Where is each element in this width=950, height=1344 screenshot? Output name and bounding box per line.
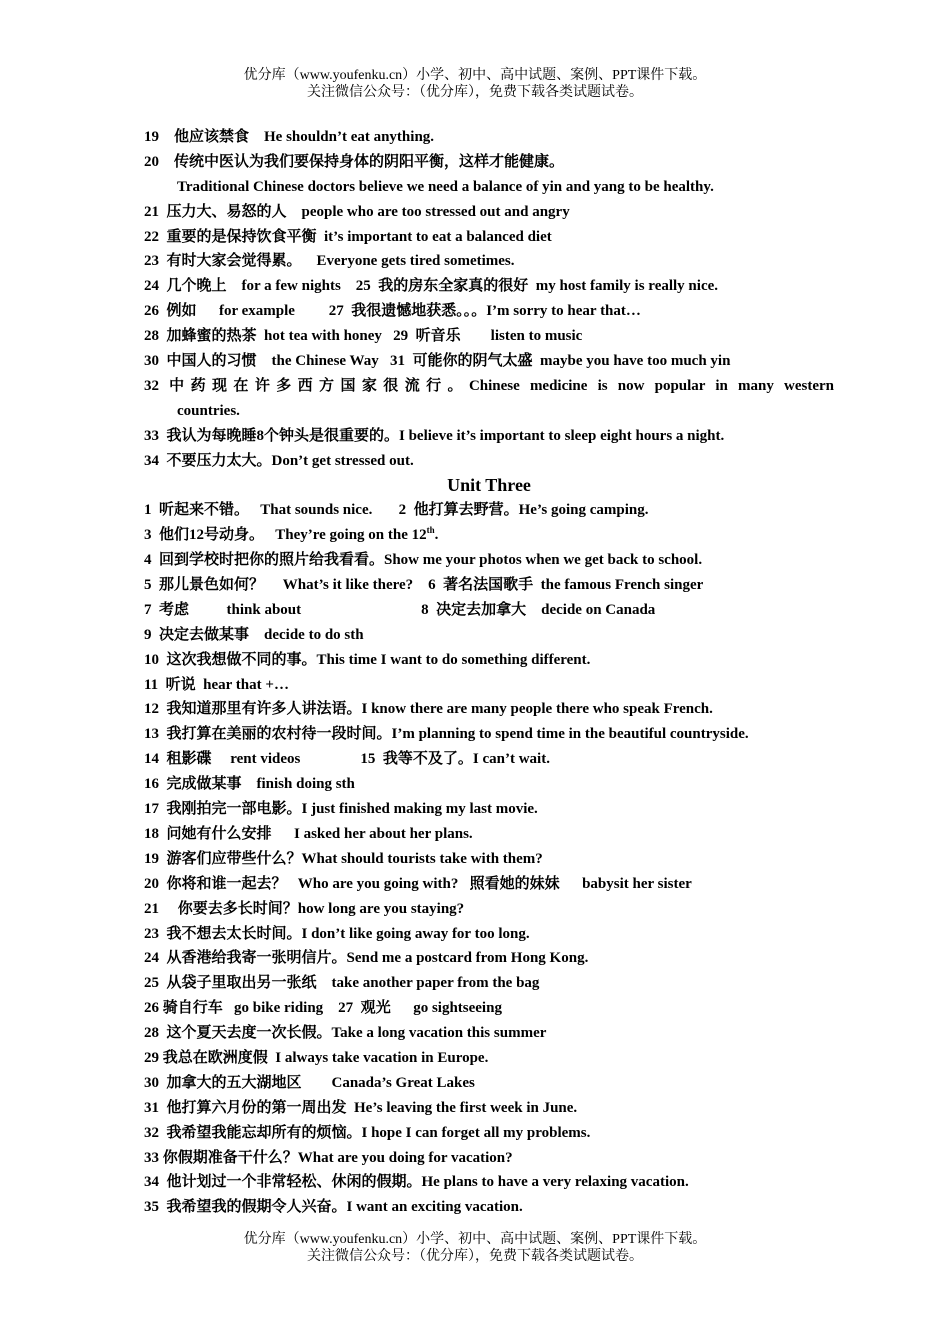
page-header <box>0 67 950 101</box>
list-item: 29 我总在欧洲度假 I always take vacation in Europe. <box>144 1049 489 1066</box>
list-item: 7 考虑 think about 8 决定去加拿大 decide on Canada <box>144 601 656 618</box>
header-line-1: 优分库（www.youfenku.cn）小学、初中、高中试题、案例、PPT课件下载。 <box>243 68 707 83</box>
list-item: 32 我希望我能忘却所有的烦恼。I hope I can forget all my problems. <box>144 1124 591 1141</box>
list-item: 20 传统中医认为我们要保持身体的阴阳平衡，这样才能健康。 <box>144 153 565 170</box>
list-item: 21 你要去多长时间？how long are you staying? <box>144 900 465 917</box>
list-item: 12 我知道那里有许多人讲法语。I know there are many people there who speak French. <box>144 701 713 718</box>
list-item: Traditional Chinese doctors believe we need a balance of yin and yang to be healthy. <box>177 178 714 195</box>
list-item: 22 重要的是保持饮食平衡 it’s important to eat a balanced diet <box>144 228 552 245</box>
list-item: 35 我希望我的假期令人兴奋。I want an exciting vacation. <box>144 1199 523 1216</box>
list-item: 26 例如 for example 27 我很遗憾地获悉。。。I’m sorry to hear that… <box>144 303 641 320</box>
list-item: 33 我认为每晚睡8个钟头是很重要的。I believe it’s important to sleep eight hours a night. <box>144 427 725 444</box>
list-item: 24 几个晚上 for a few nights 25 我的房东全家真的很好 my host family is really nice. <box>144 278 719 295</box>
list-item: 21 压力大、易怒的人 people who are too stressed out and angry <box>144 203 570 220</box>
list-item: 17 我刚拍完一部电影。I just finished making my last movie. <box>144 801 538 818</box>
list-item: 4 回到学校时把你的照片给我看看。Show me your photos when we get back to school. <box>144 552 703 569</box>
list-item: 14 租影碟 rent videos 15 我等不及了。I can’t wait. <box>144 751 550 768</box>
footer-line-2: 关注微信公众号：（优分库），免费下载各类试题试卷。 <box>307 1249 643 1264</box>
list-item: 31 他打算六月份的第一周出发 He’s leaving the first week in June. <box>144 1099 578 1116</box>
list-item: 26 骑自行车 go bike riding 27 观光 go sightseeing <box>144 1000 502 1017</box>
list-item: 5 那儿景色如何？ What’s it like there? 6 著名法国歌手 the famous French singer <box>144 577 704 594</box>
list-item: 3 他们12号动身。 They’re going on the 12th. <box>144 525 439 544</box>
list-item: 11 听说 hear that +… <box>144 676 289 693</box>
document-body <box>144 125 834 1220</box>
list-item: 28 这个夏天去度一次长假。Take a long vacation this summer <box>144 1025 547 1042</box>
superscript: th <box>426 525 435 536</box>
list-item: 20 你将和谁一起去？ Who are you going with? 照看她的妹妹 babysit her sister <box>144 875 692 892</box>
list-item: 9 决定去做某事 decide to do sth <box>144 626 364 643</box>
list-item: 23 有时大家会觉得累。 Everyone gets tired sometimes. <box>144 253 515 270</box>
list-item: 33 你假期准备干什么？What are you doing for vacation? <box>144 1149 513 1166</box>
list-item: 1 听起来不错。 That sounds nice. 2 他打算去野营。He’s going camping. <box>144 502 649 519</box>
list-item: 34 他计划过一个非常轻松、休闲的假期。He plans to have a very relaxing vacation. <box>144 1174 689 1191</box>
list-item: 28 加蜂蜜的热茶 hot tea with honey 29 听音乐 listen to music <box>144 328 583 345</box>
page-footer <box>0 1231 950 1265</box>
list-item: 19 他应该禁食 He shouldn’t eat anything. <box>144 129 435 145</box>
list-item: 16 完成做某事 finish doing sth <box>144 776 355 793</box>
list-item: 18 问她有什么安排 I asked her about her plans. <box>144 825 473 842</box>
list-item: 24 从香港给我寄一张明信片。Send me a postcard from Hong Kong. <box>144 950 589 967</box>
footer-line-1: 优分库（www.youfenku.cn）小学、初中、高中试题、案例、PPT课件下载。 <box>243 1232 707 1247</box>
list-item: 23 我不想去太长时间。I don’t like going away for too long. <box>144 925 530 942</box>
list-item: countries. <box>177 402 240 419</box>
list-item: 30 中国人的习惯 the Chinese Way 31 可能你的阴气太盛 maybe you have too much yin <box>144 353 731 370</box>
list-item: 19 游客们应带些什么？What should tourists take with them? <box>144 850 543 867</box>
list-item: 10 这次我想做不同的事。This time I want to do something different. <box>144 651 591 668</box>
list-item: 30 加拿大的五大湖地区 Canada’s Great Lakes <box>144 1074 475 1091</box>
section-heading: Unit Three <box>447 475 531 496</box>
header-line-2: 关注微信公众号：（优分库），免费下载各类试题试卷。 <box>307 85 643 100</box>
list-item: 34 不要压力太大。Don’t get stressed out. <box>144 452 414 469</box>
list-item: 32 中药现在许多西方国家很流行。Chinese medicine is now popular in many western <box>144 377 834 394</box>
list-item: 25 从袋子里取出另一张纸 take another paper from the bag <box>144 975 540 992</box>
list-item: 13 我打算在美丽的农村待一段时间。I’m planning to spend time in the beautiful countryside. <box>144 726 749 743</box>
